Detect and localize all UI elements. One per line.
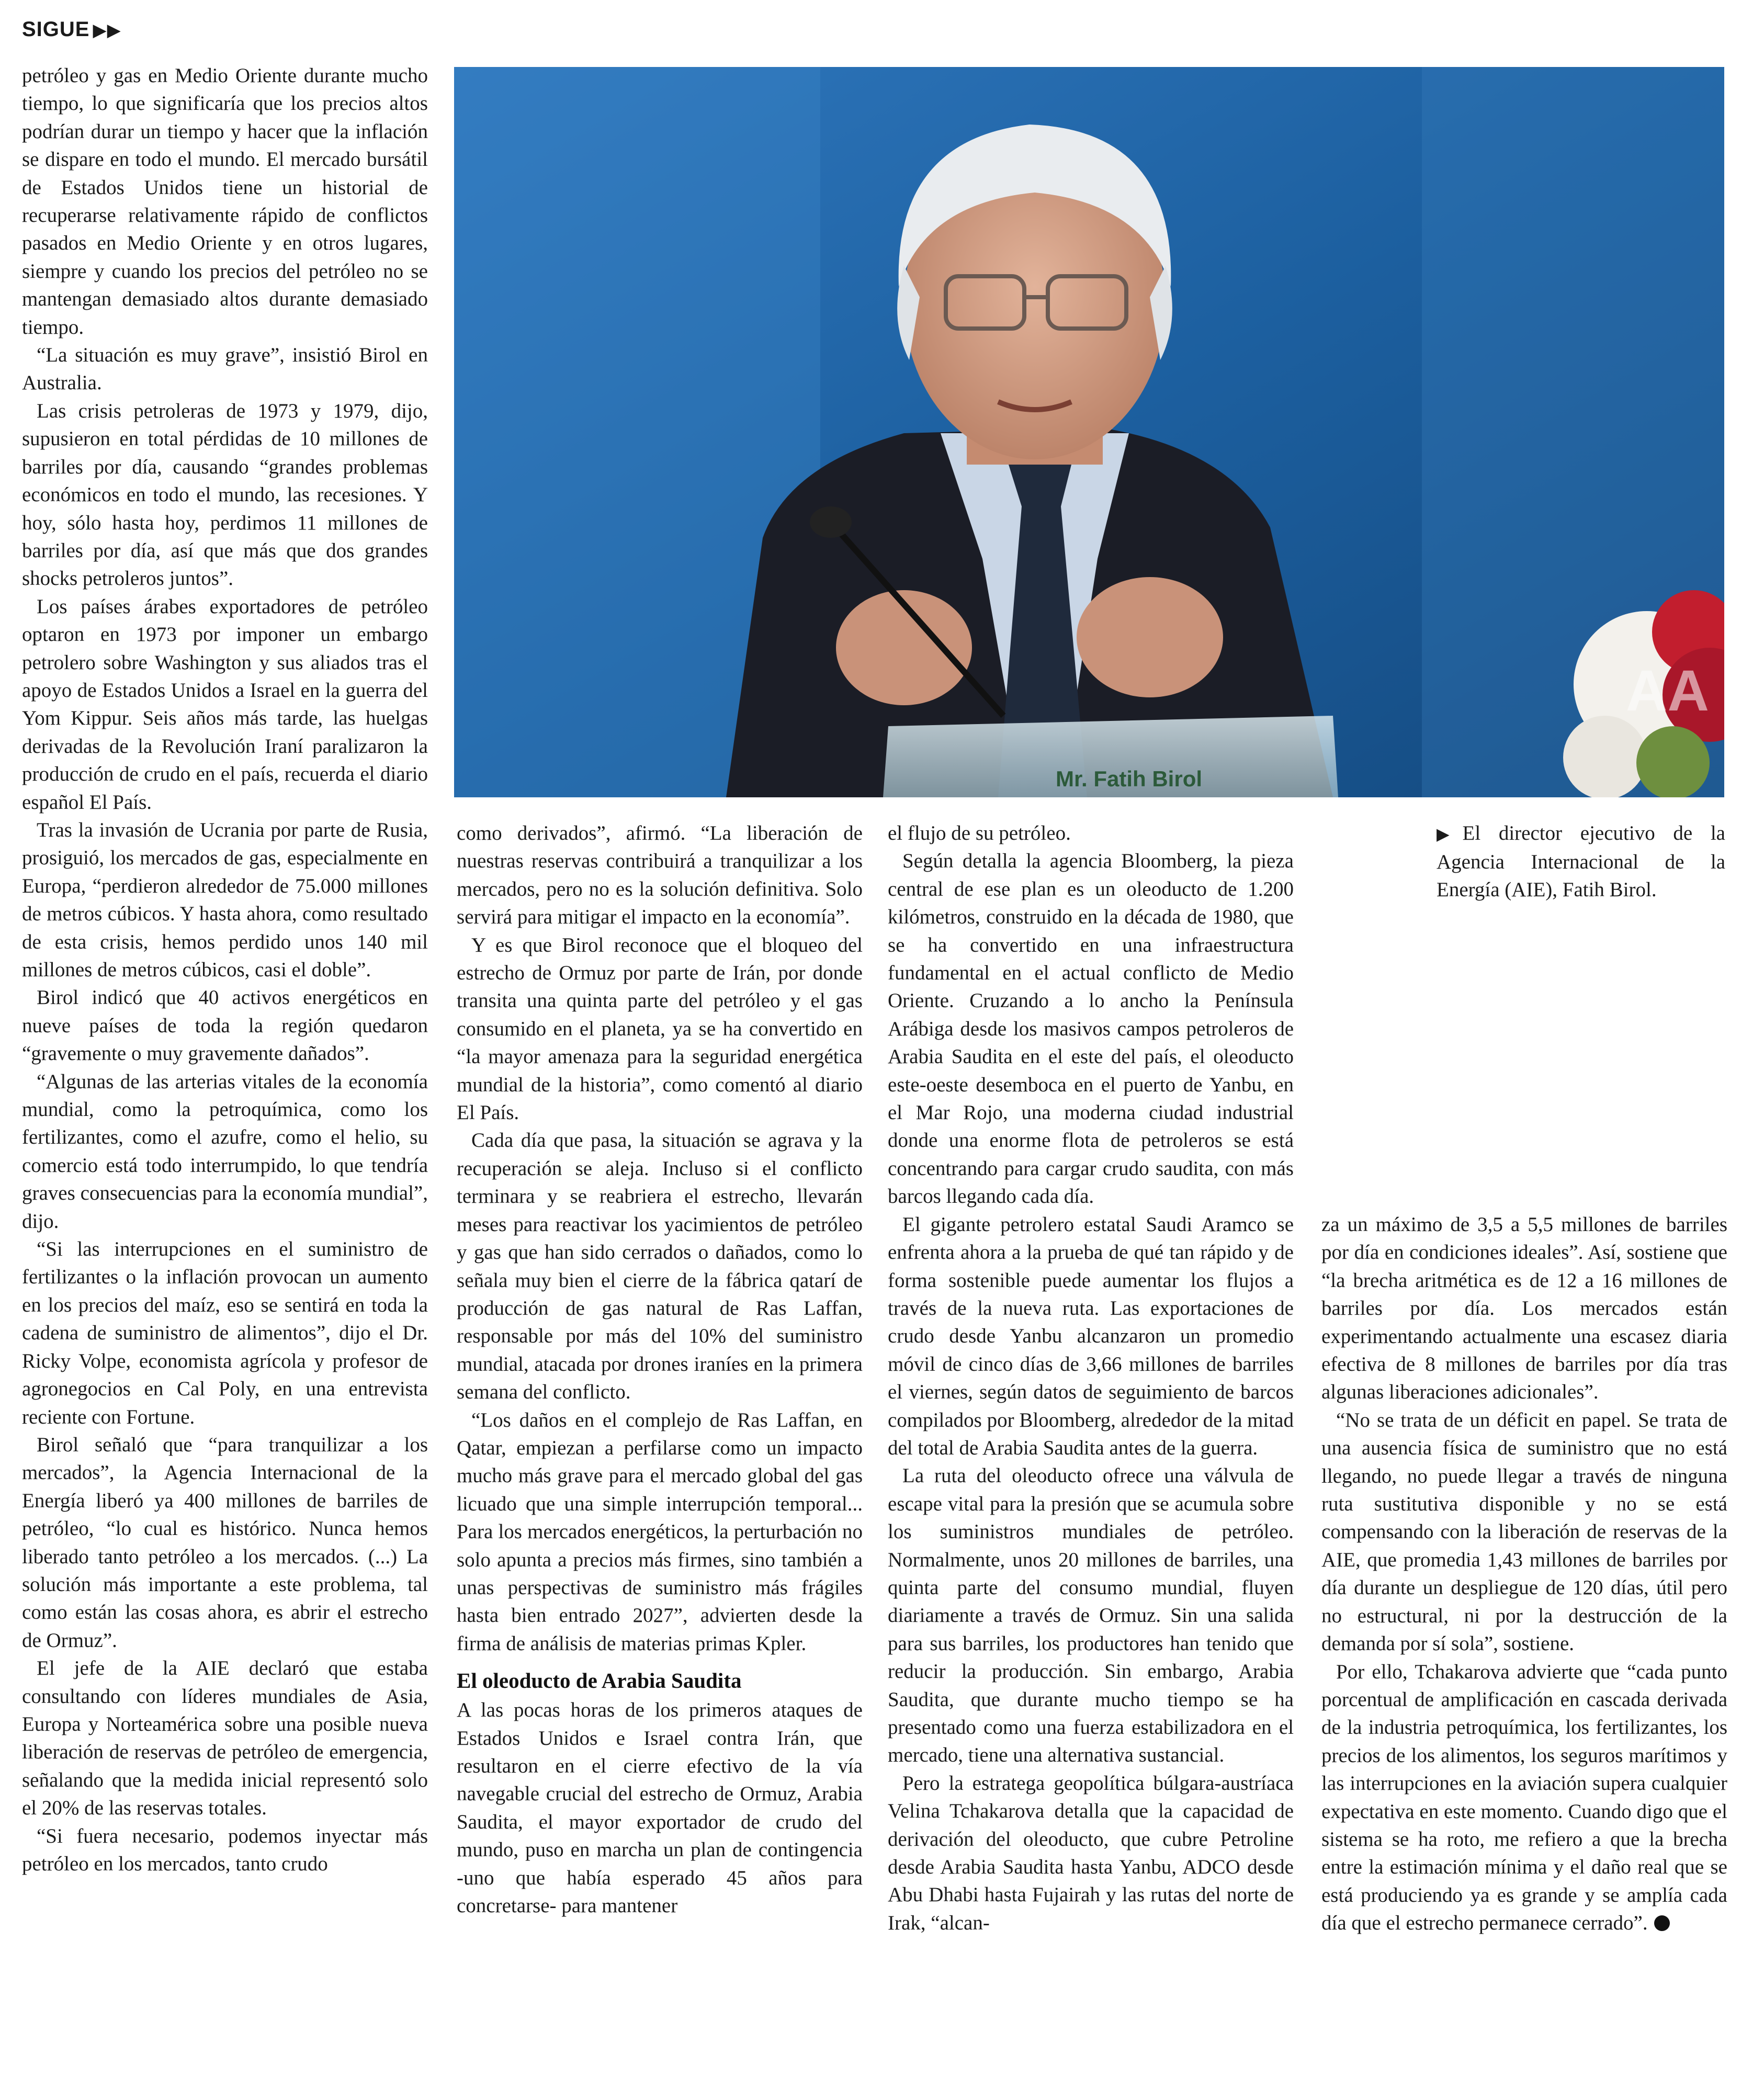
paragraph: Las crisis petroleras de 1973 y 1979, dijo, supusieron en total pérdidas de 10 millones de barriles por día, causando “grandes problemas económicos en todo el mundo, las recesiones. Y hoy, sólo hasta hoy, perdimos 11 millones de barriles por día, así que más que dos grandes shocks petroleros juntos”.: [22, 399, 428, 590]
continue-label: SIGUE: [22, 18, 90, 41]
watermark-logo: AA: [1626, 659, 1709, 723]
paragraph: el flujo de su petróleo.: [888, 822, 1071, 844]
caption-text: El director ejecutivo de la Agencia Internacional de la Energía (AIE), Fatih Birol.: [1437, 822, 1725, 901]
paragraph: El jefe de la AIE declaró que estaba consultando con líderes mundiales de Asia, Europa y Norteamérica sobre una posible nueva liberación de reservas de petróleo de emergencia, señalando que la medida inicial representó solo el 20% de las reservas totales.: [22, 1657, 428, 1820]
paragraph-text: Por ello, Tchakarova advierte que “cada punto porcentual de amplificación en cascada derivada de la industria petroquímica, los fertilizantes, los precios de los alimentos, los seguros marítimos y las interrupciones en la aviación supera cualquier expectativa en este momento. Cuando digo que el sistema se ha roto, me refiero a que la brecha entre la estimación mínima y el daño real que se está produciendo ya es grande y se amplía cada día que el estrecho permanece cerrado”.: [1321, 1660, 1727, 1935]
paragraph: Y es que Birol reconoce que el bloqueo del estrecho de Ormuz por parte de Irán, por donde transita una quinta parte del petróleo y el gas consumido en el planeta, ya se ha convertido en “la mayor amenaza para la seguridad energética mundial de la historia”, como comentó al diario El País.: [457, 933, 863, 1124]
paragraph: “La situación es muy grave”, insistió Birol en Australia.: [22, 344, 428, 394]
paragraph: “Algunas de las arterias vitales de la economía mundial, como la petroquímica, como los fertilizantes, como el azufre, como el helio, su comercio está todo interrumpido, lo que tendría graves consecuencias para la economía mundial”, dijo.: [22, 1070, 428, 1233]
triangle-bullet-icon: ▶: [1437, 825, 1463, 843]
paragraph: Birol indicó que 40 activos energéticos en nueve países de toda la región quedaron “gravemente o muy gravemente dañados”.: [22, 986, 428, 1065]
paragraph: A las pocas horas de los primeros ataques de Estados Unidos e Israel contra Irán, que resultaron en el cierre efectivo de la vía navegable crucial del estrecho de Ormuz, Arabia Saudita, el mayor exportador de crudo del mundo, puso en marcha un plan de contingencia -uno que había esperado 45 años para concretarse- para mantener: [457, 1699, 863, 1917]
paragraph: Los países árabes exportadores de petróleo optaron en 1973 por imponer un embargo petrolero sobre Washington y sus aliados tras el apoyo de Estados Unidos a Israel en la guerra del Yom Kippur. Seis años más tarde, las huelgas derivadas de la Revolución Iraní paralizaron la producción de crudo en el país, recuerda el diario español El País.: [22, 595, 428, 814]
paragraph: Según detalla la agencia Bloomberg, la pieza central de ese plan es un oleoducto de 1.200 kilómetros, construido en la década de 1980, que se ha convertido en una infraestructura fundamental en el actual conflicto de Medio Oriente. Cruzando a lo ancho la Península Arábiga desde los masivos campos petroleros de Arabia Saudita en el este del país, el oleoducto este-oeste desemboca en el puerto de Yanbu, en el Mar Rojo, una moderna ciudad industrial donde una enorme flota de petroleros se está concentrando para cargar crudo saudita, con más barcos llegando cada día.: [888, 850, 1294, 1208]
paragraph: “Si las interrupciones en el suministro de fertilizantes o la inflación provocan un aumento en los precios del maíz, eso se sentirá en toda la cadena de suministro de alimentos”, dijo el Dr. Ricky Volpe, economista agrícola y profesor de agronegocios en Cal Poly, en una entrevista reciente con Fortune.: [22, 1238, 428, 1428]
paragraph: Tras la invasión de Ucrania por parte de Rusia, prosiguió, los mercados de gas, especialmente en Europa, “perdieron alrededor de 75.000 millones de metros cúbicos. Y hasta ahora, como resultado de esta crisis, hemos perdido unos 140 mil millones de metros cúbicos, casi el doble”.: [22, 818, 428, 981]
paragraph: El gigante petrolero estatal Saudi Aramco se enfrenta ahora a la prueba de qué tan rápido y de forma sostenible puede aumentar los flujos a través de la nueva ruta. Las exportaciones de crudo desde Yanbu alcanzaron un promedio móvil de cinco días de 3,66 millones de barriles el viernes, según datos de seguimiento de barcos compilados por Bloomberg, alrededor de la mitad del total de Arabia Saudita antes de la guerra.: [888, 1213, 1294, 1459]
article-photo: [454, 67, 1724, 797]
podium-nameplate: Mr. Fatih Birol: [1056, 766, 1203, 791]
photo-caption: [1437, 819, 1725, 904]
paragraph: La ruta del oleoducto ofrece una válvula de escape vital para la presión que se acumula sobre los suministros mundiales de petróleo. Normalmente, unos 20 millones de barriles, una quinta parte del consumo mundial, fluyen diariamente a través de Ormuz. Sin una salida para sus barriles, los productores han tenido que reducir la producción. Sin embargo, Arabia Saudita, que durante mucho tiempo se ha presentado como una fuerza estabilizadora en el mercado, tiene una alternativa sustancial.: [888, 1464, 1294, 1767]
paragraph: za un máximo de 3,5 a 5,5 millones de barriles por día en condiciones ideales”. Así, sostiene que “la brecha aritmética es de 12 a 16 millones de barriles por día. Los mercados están experimentando actualmente una escasez diaria efectiva de 8 millones de barriles por día tras algunas liberaciones adicionales”.: [1321, 1213, 1727, 1404]
article-column-3: [888, 819, 1294, 1937]
paragraph: “No se trata de un déficit en papel. Se trata de una ausencia física de suministro que no está llegando, no puede llegar a través de ninguna ruta sustitutiva disponible y no se está compensando con la liberación de reservas de la AIE, que promedia 1,43 millones de barriles por día durante un despliegue de 120 días, útil pero no estructural, ni por la destrucción de la demanda por sí sola”, sostiene.: [1321, 1408, 1727, 1655]
photo-fatih-birol: [454, 67, 1724, 797]
article-column-4: [1321, 1211, 1727, 1937]
paragraph: “Los daños en el complejo de Ras Laffan, en Qatar, empiezan a perfilarse como un impacto mucho más grave para el mercado global del gas licuado que una simple interrupción temporal... Para los mercados energéticos, la perturbación no solo apunta a precios más firmes, sino también a unas perspectivas de suministro más frágiles hasta bien entrado 2027”, advierten desde la firma de análisis de materias primas Kpler.: [457, 1408, 863, 1655]
paragraph: “Si fuera necesario, podemos inyectar más petróleo en los mercados, tanto crudo: [22, 1824, 428, 1875]
continue-marker: [22, 18, 121, 41]
paragraph: Cada día que pasa, la situación se agrava y la recuperación se aleja. Incluso si el conflicto terminara y se reabriera el estrecho, llevarán meses para reactivar los yacimientos de petróleo y gas que han sido cerrados o dañados, como lo señala muy bien el cierre de la fábrica qatarí de producción de gas natural de Ras Laffan, responsable por más del 10% del suministro mundial, atacada por drones iraníes en la primera semana del conflicto.: [457, 1129, 863, 1404]
double-arrow-icon: ▶▶: [93, 20, 121, 40]
paragraph: Pero la estratega geopolítica búlgara-austríaca Velina Tchakarova detalla que la capacidad de derivación del oleoducto, que cubre Petroline desde Arabia Saudita hasta Yanbu, ADCO desde Abu Dhabi hasta Fujairah y las rutas del norte de Irak, “alcan-: [888, 1771, 1294, 1934]
paragraph: como derivados”, afirmó. “La liberación de nuestras reservas contribuirá a tranquilizar a los mercados, pero no es la solución definitiva. Solo servirá para mitigar el impacto en la economía”.: [457, 822, 863, 929]
paragraph: petróleo y gas en Medio Oriente durante mucho tiempo, lo que significaría que los precios altos podrían durar un tiempo y hacer que la inflación se dispare en todo el mundo. El mercado bursátil de Estados Unidos tiene un historial de recuperarse relativamente rápido de conflictos pasados en Medio Oriente y en otros lugares, siempre y cuando los precios del petróleo no se mantengan demasiado altos durante demasiado tiempo.: [22, 64, 428, 338]
article-column-2: [457, 819, 863, 1920]
paragraph: Birol señaló que “para tranquilizar a los mercados”, la Agencia Internacional de la Energía liberó ya 400 millones de barriles de petróleo, “lo cual es histórico. Nunca hemos liberado tanto petróleo a los mercados. (...) La solución más importante a este problema, tal como están las cosas ahora, es abrir el estrecho de Ormuz”.: [22, 1433, 428, 1652]
section-subheading: El oleoducto de Arabia Saudita: [457, 1668, 742, 1693]
end-of-article-icon: [1654, 1915, 1670, 1931]
paragraph-last: [1321, 1658, 1727, 1937]
article-column-1: [22, 62, 428, 1878]
